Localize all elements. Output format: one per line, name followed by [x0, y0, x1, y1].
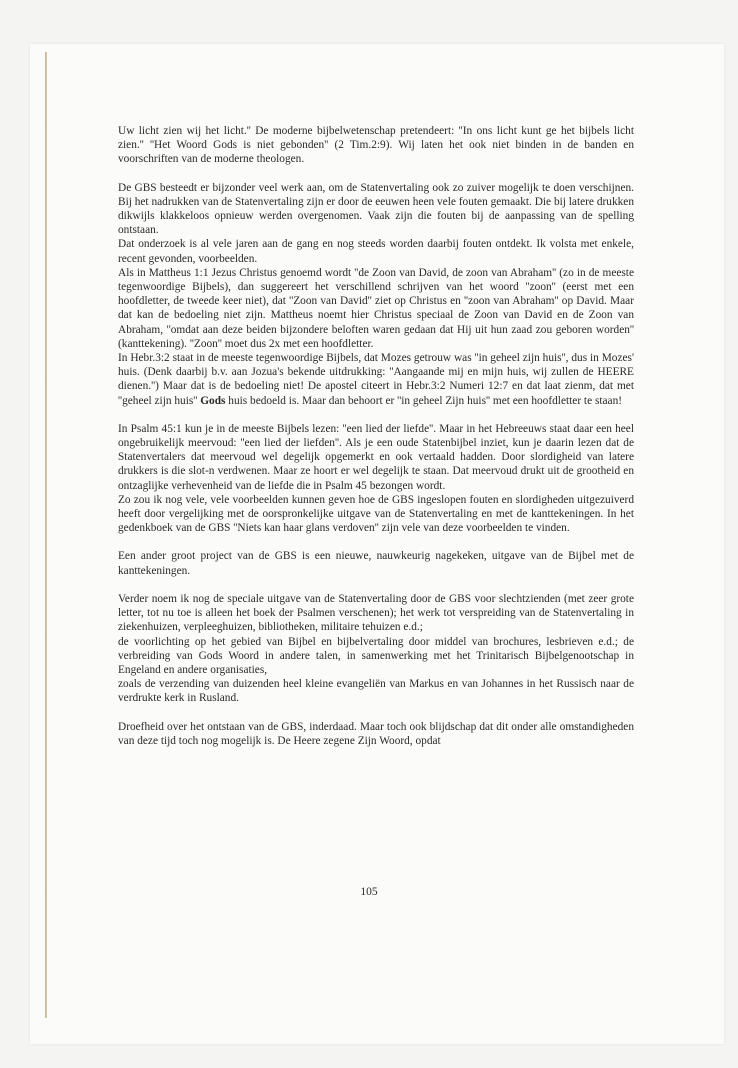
paragraph: De GBS besteedt er bijzonder veel werk aan, om de Statenvertaling ook zo zuiver mogelijk te doen verschijnen. Bij het nadrukken van de Statenvertaling zijn er door de eeuwen heen vele fouten gemaakt. Die bij latere drukken dikwijls klakkeloos opnieuw werden overgenomen. Vaak zijn die fouten bij de aanpassing van de spelling ontstaan.: [118, 181, 634, 237]
paragraph: Dat onderzoek is al vele jaren aan de gang en nog steeds worden daarbij fouten ontdekt. Ik volsta met enkele, recent gevonden, voorbeelden.: [118, 238, 634, 265]
paragraph-part: In Hebr.3:2 staat in de meeste tegenwoordige Bijbels, dat Mozes getrouw was ''in geheel zijn huis'', dus in Mozes' huis. (Denk daarbij b.v. aan Jozua's bekende uitdrukking: ''Aangaande mij en mijn huis, wij zullen de HEERE dienen.'') Maar dat is de bedoeling niet! De apostel citeert in Hebr.3:2 Numeri 12:7 en dat laat zienm, dat met ''geheel zijn huis'': [118, 352, 634, 407]
paragraph: Zo zou ik nog vele, vele voorbeelden kunnen geven hoe de GBS ingeslopen fouten en slordigheden uitgezuiverd heeft door vergelijking met de oorspronkelijke uitgave van de Statenvertaling en met de kanttekeningen. In het gedenkboek van de GBS ''Niets kan haar glans verdoven'' zijn vele van deze voorbeelden te vinden.: [118, 493, 634, 535]
paragraph: Uw licht zien wij het licht.'' De moderne bijbelwetenschap pretendeert: ''In ons licht kunt ge het bijbels licht zien.'' ''Het Woord Gods is niet gebonden'' (2 Tim.2:9). Wij laten het ook niet binden in de banden en voorschriften van de moderne theologen.: [118, 125, 634, 166]
bold-word: Gods: [200, 394, 226, 407]
paragraph: zoals de verzending van duizenden heel kleine evangeliën van Markus en van Johannes in het Russisch naar de verdrukte kerk in Rusland.: [118, 678, 634, 705]
page-number: 105: [360, 886, 378, 898]
paragraph: Droefheid over het ontstaan van de GBS, inderdaad. Maar toch ook blijdschap dat dit onder alle omstandigheden van deze tijd toch nog mogelijk is. De Heere zegene Zijn Woord, opdat: [118, 720, 634, 747]
binding-edge: [45, 52, 47, 1018]
paragraph-part: huis bedoeld is. Maar dan behoort er ''in geheel Zijn huis'' met een hoofdletter te staan!: [228, 394, 623, 407]
paragraph: de voorlichting op het gebied van Bijbel en bijbelvertaling door middel van brochures, lesbrieven e.d.; de verbreiding van Gods Woord in andere talen, in samenwerking met het Trinitarisch Bijbelgenootschap in Engeland en andere organisaties,: [118, 635, 634, 676]
paragraph: In Psalm 45:1 kun je in de meeste Bijbels lezen: ''een lied der liefde''. Maar in het Hebreeuws staat daar een heel ongebruikelijk meervoud: ''een lied der liefden''. Als je een oude Statenbijbel inziet, kun je daarin lezen dat de Statenvertalers dat meervoud wel degelijk opgemerkt en ook vertaald hadden. Door slordigheid van latere drukkers is die slot-n verdwenen. Maar ze hoort er wel degelijk te staan. Dat meervoud drukt uit de grootheid en ontzaglijke verhevenheid van de liefde die in Psalm 45 bezongen wordt.: [118, 422, 634, 492]
paragraph: Verder noem ik nog de speciale uitgave van de Statenvertaling door de GBS voor slechtzienden (met zeer grote letter, tot nu toe is alleen het boek der Psalmen verschenen); het werk tot verspreiding van de Statenvertaling in ziekenhuizen, verpleeghuizen, bibliotheken, militaire tehuizen e.d.;: [118, 592, 634, 634]
paragraph: Een ander groot project van de GBS is een nieuwe, nauwkeurig nagekeken, uitgave van de Bijbel met de kanttekeningen.: [118, 550, 634, 577]
page-body: [118, 124, 634, 748]
paragraph: Als in Mattheus 1:1 Jezus Christus genoemd wordt ''de Zoon van David, de zoon van Abraham'' (zo in de meeste tegenwoordige Bijbels), dan suggereert het verschillend schrijven van het woord ''zoon'' (eerst met een hoofdletter, de tweede keer niet), dat ''Zoon van David'' ziet op Christus en ''zoon van Abraham'' op David. Maar dat kan de bedoeling niet zijn. Mattheus noemt hier Christus speciaal de Zoon van David en de Zoon van Abraham, ''omdat aan deze beiden bijzondere beloften waren gedaan dat Hij uit hun zaad zou geboren worden'' (kanttekening). ''Zoon'' moet dus 2x met een hoofdletter.: [118, 266, 634, 350]
paragraph: [118, 351, 634, 408]
